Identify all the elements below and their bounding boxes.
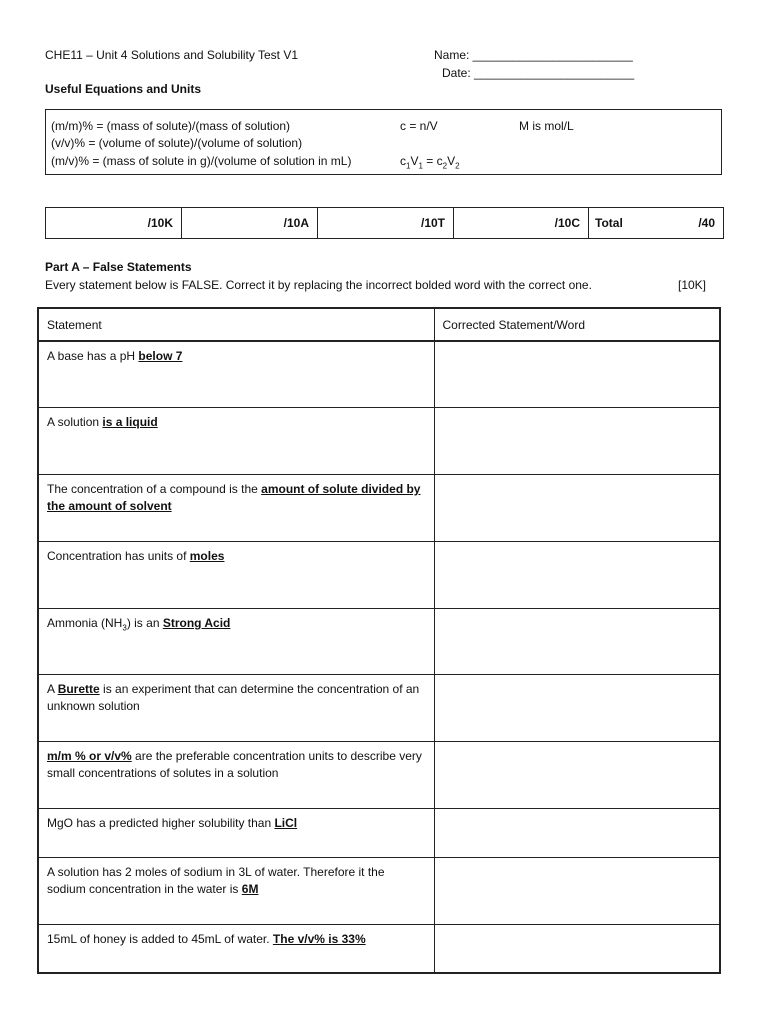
- answer-cell[interactable]: [434, 341, 720, 408]
- table-row: [38, 341, 720, 408]
- statement-cell: A solution is a liquid: [38, 408, 434, 475]
- corrected-column-header: Corrected Statement/Word: [434, 308, 720, 341]
- answer-cell[interactable]: [434, 475, 720, 542]
- table-row: [38, 475, 720, 542]
- statement-cell: A solution has 2 moles of sodium in 3L of water. Therefore it the sodium concentration in the water is 6M: [38, 858, 434, 925]
- answer-cell[interactable]: [434, 675, 720, 742]
- table-row: [38, 742, 720, 809]
- table-row: [38, 675, 720, 742]
- test-title: CHE11 – Unit 4 Solutions and Solubility Test V1: [45, 48, 299, 62]
- false-statements-table: [37, 307, 721, 974]
- table-row: [38, 858, 720, 925]
- table-row: [38, 809, 720, 858]
- table-row: [38, 408, 720, 475]
- table-row: [38, 608, 720, 675]
- score-communication[interactable]: /10C: [454, 208, 589, 238]
- concentration-equation: c = n/V: [400, 119, 438, 133]
- date-field[interactable]: Date: ________________________: [442, 66, 635, 80]
- statement-cell: A base has a pH below 7: [38, 341, 434, 408]
- part-a-title: Part A – False Statements: [45, 260, 192, 274]
- statement-cell: m/m % or v/v% are the preferable concentration units to describe very small concentrations of solutes in a solution: [38, 742, 434, 809]
- table-row: [38, 924, 720, 973]
- table-row: [38, 541, 720, 608]
- dilution-equation: $c_1V_1 = c_2V_2$: [400, 154, 460, 171]
- score-knowledge[interactable]: /10K: [46, 208, 182, 238]
- statement-column-header: Statement: [38, 308, 434, 341]
- answer-cell[interactable]: [434, 858, 720, 925]
- mass-percent-equation: (m/m)% = (mass of solute)/(mass of solution): [51, 119, 291, 133]
- part-a-instructions: Every statement below is FALSE. Correct it by replacing the incorrect bolded word with the correct one.: [45, 278, 592, 292]
- equations-box: [45, 109, 722, 175]
- answer-cell[interactable]: [434, 541, 720, 608]
- statement-cell: The concentration of a compound is the amount of solute divided by the amount of solvent: [38, 475, 434, 542]
- statement-cell: 15mL of honey is added to 45mL of water. The v/v% is 33%: [38, 924, 434, 973]
- statement-cell: A Burette is an experiment that can determine the concentration of an unknown solution: [38, 675, 434, 742]
- answer-cell[interactable]: [434, 608, 720, 675]
- mass-volume-percent-equation: (m/v)% = (mass of solute in g)/(volume of solution in mL): [51, 154, 352, 168]
- table-header-row: [38, 308, 720, 341]
- score-summary: [45, 207, 724, 239]
- score-thinking[interactable]: /10T: [318, 208, 454, 238]
- volume-percent-equation: (v/v)% = (volume of solute)/(volume of solution): [51, 136, 303, 150]
- score-application[interactable]: /10A: [182, 208, 318, 238]
- answer-cell[interactable]: [434, 408, 720, 475]
- name-field[interactable]: Name: ________________________: [434, 48, 633, 62]
- answer-cell[interactable]: [434, 742, 720, 809]
- answer-cell[interactable]: [434, 924, 720, 973]
- statement-cell: Concentration has units of moles: [38, 541, 434, 608]
- statement-cell: MgO has a predicted higher solubility than LiCl: [38, 809, 434, 858]
- part-a-marks: [10K]: [678, 278, 707, 292]
- molarity-unit-note: M is mol/L: [519, 119, 574, 133]
- statement-cell: Ammonia $(NH_3)$ is an Strong Acid: [38, 608, 434, 675]
- useful-equations-heading: Useful Equations and Units: [45, 82, 202, 96]
- score-total[interactable]: Total /40: [595, 216, 715, 230]
- answer-cell[interactable]: [434, 809, 720, 858]
